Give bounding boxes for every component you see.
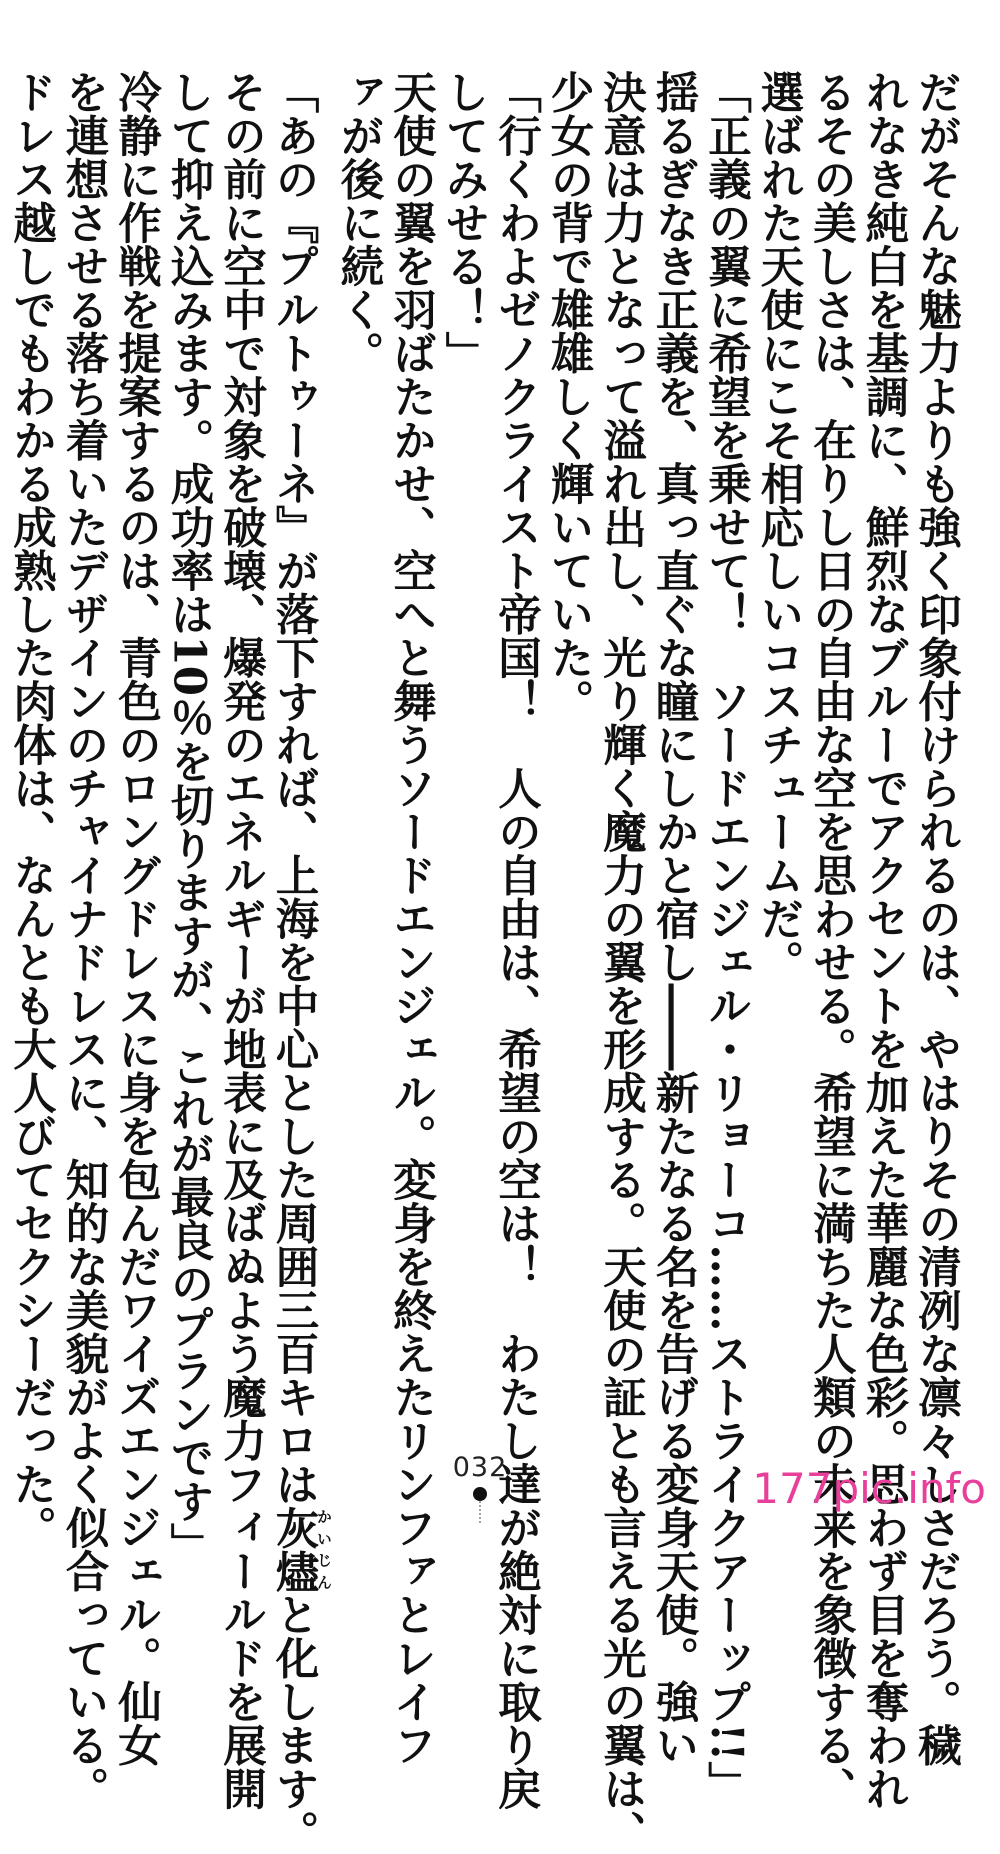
page-marker-icon	[472, 1484, 488, 1524]
text-line-5: 「正義の翼に希望を乗せて！ ソードエンジェル・リョーコ……ストライクアーップ!!」	[701, 70, 752, 1805]
text-line-17: を連想させる落ち着いたデザインのチャイナドレスに、知的な美貌がよく似合っている。	[58, 70, 110, 1810]
ruby-reading: かいじん	[315, 1505, 333, 1593]
watermark-text: 177pic.info	[752, 1464, 986, 1513]
page-number: 032	[452, 1452, 508, 1483]
line-13-after-ruby: と化します。	[268, 1592, 320, 1854]
ruby-base: 灰燼	[268, 1505, 320, 1593]
text-line-8: 少女の背で雄雄しく輝いていた。	[543, 70, 595, 723]
text-line-11: 天使の翼を羽ばたかせ、空へと舞うソードエンジェル。変身を終えたリンファとレイフ	[386, 70, 437, 1767]
text-line-13	[267, 70, 333, 1854]
text-line-4: 選ばれた天使にこそ相応しいコスチュームだ。	[753, 70, 805, 984]
text-line-10: してみせる！」	[438, 70, 490, 375]
ruby-annotation	[268, 1505, 333, 1593]
text-line-7: 決意は力となって溢れ出し、光り輝く魔力の翼を形成する。天使の証とも言える光の翼は、	[596, 70, 647, 1854]
text-line-12: ァが後に続く。	[333, 70, 385, 375]
text-line-15: して抑え込みます。成功率は10％を切りますが、これが最良のプランです」	[163, 70, 215, 1567]
line-13-before-ruby: 「あの『プルトゥーネ』が落下すれば、上海を中心とした周囲三百キロは	[268, 70, 320, 1506]
text-line-2: れなき純白を基調に、鮮烈なブルーでアクセントを加えた華麗な色彩。思わず目を奪われ	[858, 70, 910, 1810]
text-line-6: 揺るぎなき正義を、真っ直ぐな瞳にしかと宿し――新たなる名を告げる変身天使。強い	[648, 70, 700, 1767]
text-line-1: だがそんな魅力よりも強く印象付けられるのは、やはりその清冽な凛々しさだろう。穢	[911, 70, 962, 1767]
text-line-16: 冷静に作戦を提案するのは、青色のロングドレスに身を包んだワイズエンジェル。仙女	[111, 70, 162, 1767]
text-line-3: るその美しさは、在りし日の自由な空を思わせる。希望に満ちた人類の未来を象徴する、	[806, 70, 857, 1810]
text-line-18: ドレス越しでもわかる成熟した肉体は、なんとも大人びてセクシーだった。	[6, 70, 57, 1549]
text-line-14: その前に空中で対象を破壊、爆発のエネルギーが地表に及ばぬよう魔力フィールドを展開	[216, 70, 267, 1810]
text-line-9: 「行くわよゼノクライスト帝国！ 人の自由は、希望の空は！ わたし達が絶対に取り戻	[491, 70, 542, 1810]
